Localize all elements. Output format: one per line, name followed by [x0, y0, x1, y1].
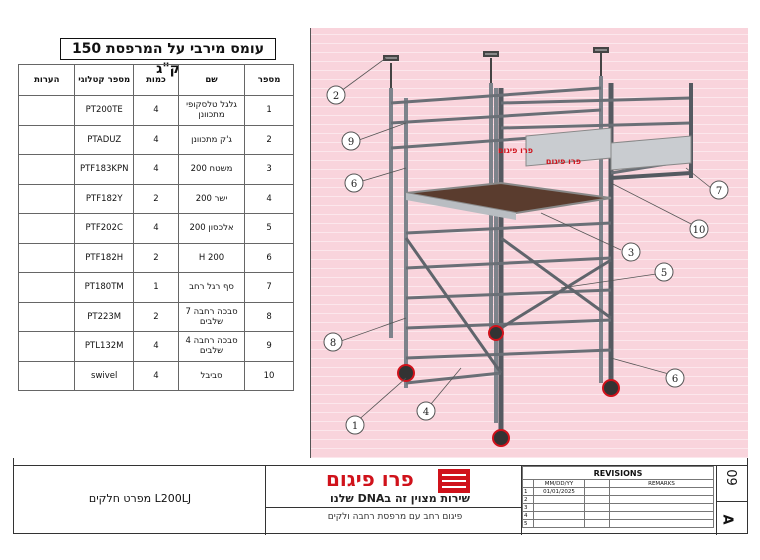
cell-no: 9: [245, 332, 294, 362]
cell-name: סבכה רחבה 4 שלבים: [178, 332, 244, 362]
rev-cell-remark: [610, 512, 714, 520]
logo-text: פרו פיגום: [326, 467, 414, 491]
revision-row: [523, 520, 714, 528]
cell-no: 5: [245, 214, 294, 244]
cell-no: 4: [245, 184, 294, 214]
rev-cell-by: [585, 512, 610, 520]
balcony-brand-label-2: פרו פיגום: [545, 157, 581, 166]
table-row: [19, 332, 294, 362]
rev-cell-date: [534, 504, 585, 512]
rev-cell-n: 3: [523, 504, 534, 512]
rev-header-by: [585, 480, 610, 488]
revision-row: [523, 488, 714, 496]
header-notes: הערות: [19, 65, 75, 96]
cell-qty: 4: [133, 332, 178, 362]
cell-catalog: PTF182Y: [75, 184, 134, 214]
parts-table-header-row: [19, 65, 294, 96]
callout-3: 3: [627, 248, 635, 259]
table-row: [19, 273, 294, 303]
rev-cell-by: [585, 520, 610, 528]
callout-1: 1: [351, 421, 359, 432]
cell-qty: 4: [133, 155, 178, 185]
cell-name: H 200: [178, 243, 244, 273]
callout-8: 8: [329, 338, 337, 349]
cell-qty: 4: [133, 361, 178, 391]
cell-catalog: PTADUZ: [75, 125, 134, 155]
rev-cell-by: [585, 504, 610, 512]
cell-no: 2: [245, 125, 294, 155]
rev-header-remarks: REMARKS: [610, 480, 714, 488]
cell-qty: 4: [133, 214, 178, 244]
cell-notes: [19, 155, 75, 185]
revision-row: [523, 496, 714, 504]
table-row: [19, 361, 294, 391]
cell-notes: [19, 96, 75, 126]
cell-catalog: PTL132M: [75, 332, 134, 362]
revision-letter: A: [719, 514, 735, 525]
rev-cell-date: 01/01/2025: [534, 488, 585, 496]
rev-cell-date: [534, 496, 585, 504]
slogan: שירות מצוין זה בDNA שלנו: [329, 492, 471, 505]
table-row: [19, 96, 294, 126]
cell-notes: [19, 332, 75, 362]
drawing-subtitle: פיגום רחב עם מרפסת רחבה ולקים: [327, 512, 463, 522]
cell-notes: [19, 361, 75, 391]
cell-name: ישר 200: [178, 184, 244, 214]
table-row: [19, 184, 294, 214]
callout-10: 10: [692, 225, 706, 236]
rev-cell-remark: [610, 496, 714, 504]
cell-qty: 4: [133, 125, 178, 155]
rev-cell-by: [585, 488, 610, 496]
cell-catalog: PT180TM: [75, 273, 134, 303]
callout-9: 9: [347, 137, 355, 148]
sheet-number: 09: [722, 469, 738, 486]
cell-notes: [19, 125, 75, 155]
revision-row: [523, 504, 714, 512]
rev-cell-remark: [610, 520, 714, 528]
cell-no: 6: [245, 243, 294, 273]
table-row: [19, 243, 294, 273]
header-catalog: מספר קטלוגי: [75, 65, 134, 96]
callout-2: 2: [332, 91, 340, 102]
rev-cell-date: [534, 520, 585, 528]
callout-7: 7: [715, 186, 723, 197]
rev-cell-n: 4: [523, 512, 534, 520]
cell-name: סביבל: [178, 361, 244, 391]
table-row: [19, 302, 294, 332]
cell-qty: 2: [133, 184, 178, 214]
cell-name: גלגל טלסקופי מתכוונן: [178, 96, 244, 126]
cell-name: סף רגל רחב: [178, 273, 244, 303]
revision-row: [523, 512, 714, 520]
cell-catalog: PTF183KPN: [75, 155, 134, 185]
cell-notes: [19, 184, 75, 214]
rev-cell-remark: [610, 488, 714, 496]
cell-name: משטח 200: [178, 155, 244, 185]
callout-5: 5: [660, 268, 668, 279]
callout-6-lower: 6: [671, 374, 679, 385]
cell-catalog: PT223M: [75, 302, 134, 332]
cell-name: אלכסון 200: [178, 214, 244, 244]
header-qty: כמות: [133, 65, 178, 96]
rev-cell-n: 1: [523, 488, 534, 496]
cell-catalog: swivel: [75, 361, 134, 391]
revisions-title: REVISIONS: [523, 467, 714, 480]
revisions-table: [522, 466, 714, 528]
cell-notes: [19, 302, 75, 332]
cell-no: 3: [245, 155, 294, 185]
cell-catalog: PTF202C: [75, 214, 134, 244]
part-code: L200LJ מפרט חלקים: [88, 492, 192, 505]
cell-notes: [19, 214, 75, 244]
header-number: מספר: [245, 65, 294, 96]
rev-cell-by: [585, 496, 610, 504]
cell-no: 7: [245, 273, 294, 303]
cell-name: ג'ק מתכוונן: [178, 125, 244, 155]
balcony-brand-label: פרו פיגום: [497, 146, 533, 155]
cell-no: 10: [245, 361, 294, 391]
table-row: [19, 214, 294, 244]
cell-notes: [19, 243, 75, 273]
table-row: [19, 155, 294, 185]
callout-6-upper: 6: [350, 179, 358, 190]
table-row: [19, 125, 294, 155]
cell-qty: 1: [133, 273, 178, 303]
cell-name: סבכה רחבה 7 שלבים: [178, 302, 244, 332]
scaffold-drawing: [311, 28, 748, 458]
callout-4: 4: [422, 407, 430, 418]
cell-qty: 4: [133, 96, 178, 126]
parts-table: [18, 64, 294, 391]
cell-no: 8: [245, 302, 294, 332]
caster-wheels: [398, 326, 619, 446]
rev-cell-n: 2: [523, 496, 534, 504]
rev-cell-n: 5: [523, 520, 534, 528]
cell-catalog: PTF182H: [75, 243, 134, 273]
rev-header-n: [523, 480, 534, 488]
cell-no: 1: [245, 96, 294, 126]
rev-header-date: MM/DD/YY: [534, 480, 585, 488]
cell-notes: [19, 273, 75, 303]
header-name: שם: [178, 65, 244, 96]
rev-cell-remark: [610, 504, 714, 512]
load-title: עומס מירבי על המרפסת 150 ק"ג: [60, 38, 276, 60]
cell-qty: 2: [133, 302, 178, 332]
rev-cell-date: [534, 512, 585, 520]
cell-qty: 2: [133, 243, 178, 273]
cell-catalog: PT200TE: [75, 96, 134, 126]
